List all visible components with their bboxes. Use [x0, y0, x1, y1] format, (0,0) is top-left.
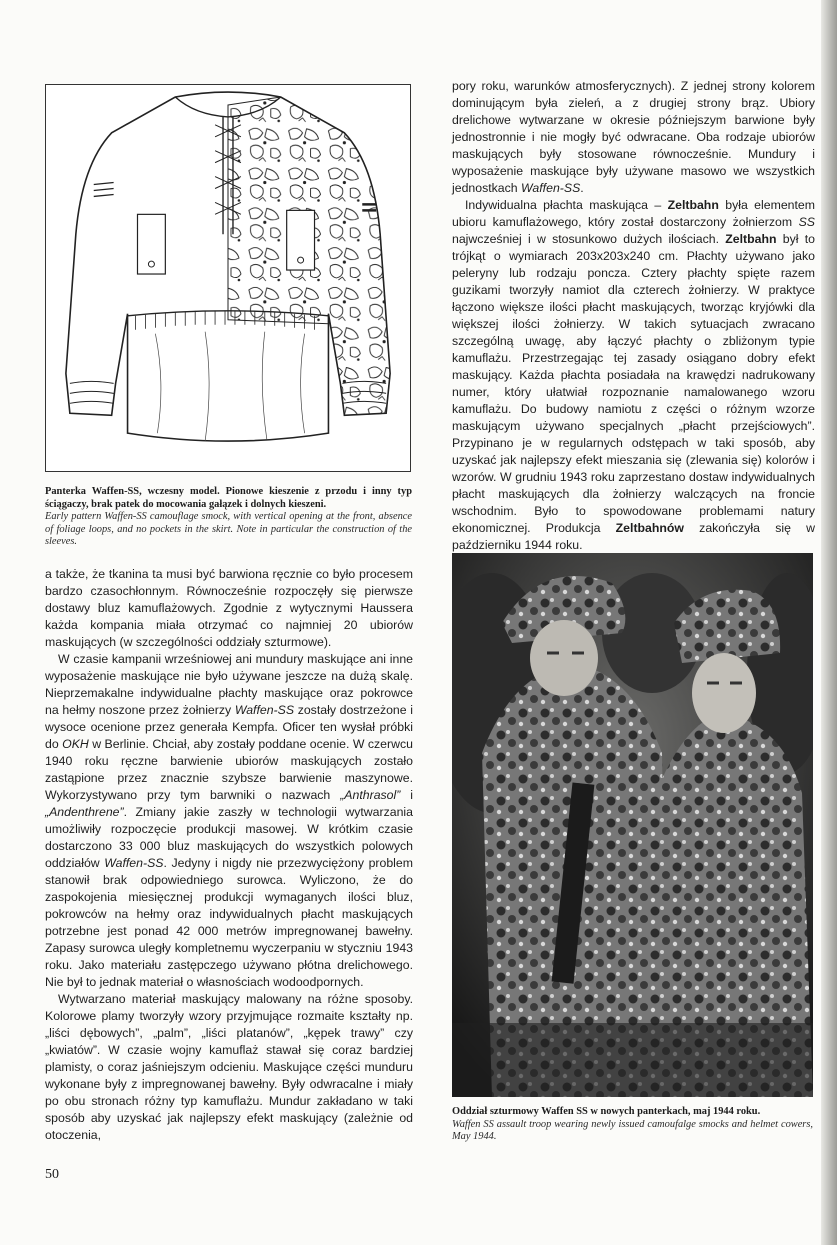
left-paragraph-3: Wytwarzano materiał maskujący malowany na różne sposoby. Kolorowe plamy tworzyły wzory przyjmujące rozmaite kształty np. „liści dębowych”, „palm”, „liści platanów”, „kępek trawy” czy „kwiatów”. W czasie wojny kamuflaż stawał się coraz bardziej plamisty, o coraz jaśniejszym odcieniu. Maskujące części munduru wykonane były z impregnowanej bawełny. Były odwracalne i miały po obu stronach różny typ kamuflażu. Mundur zakładano w taki sposób aby uzyskać jak najlepszy efekt maskujący (zależnie od otoczenia, [45, 992, 413, 1142]
drawing-caption [45, 486, 412, 549]
photo-caption [452, 1106, 813, 1144]
photo-image [452, 553, 813, 1097]
photo-caption-polish: Oddział szturmowy Waffen SS w nowych panterkach, maj 1944 roku. [452, 1106, 761, 1117]
drawing-caption-english: Early pattern Waffen-SS camouflage smock, with vertical opening at the front, absence of foliage loops, and no pockets in the skirt. Note in particular the construction of the sleeves. [45, 511, 412, 548]
left-paragraph-2: W czasie kampanii wrześniowej ani mundury maskujące ani inne wyposażenie maskujące nie było używane jeszcze na dużą skalę. Nieprzemakalne indywidualne płachty maskujące oraz pokrowce na hełmy noszone przez żołnierzy Waffen-SS zostały dostrzeżone i wysoce ocenione przez generała Kempfa. Oficer ten wysłał próbki do OKH w Berlinie. Chciał, aby zostały poddane ocenie. W czerwcu 1940 roku ręczne barwienie ubiorów maskujących zostało zastąpione przez znacznie szybsze barwienie maszynowe. Wykorzystywano przy tym barwniki o nazwach „Anthrasol” i „Andenthrene”. Zmiany jakie zaszły w technologii wytwarzania umożliwiły rozpoczęcie produkcji masowej. W krótkim czasie dostarczono 33 000 bluz maskujących do wszystkich polowych oddziałów Waffen-SS. Jedyny i nigdy nie przezwyciężony problem stanowił brak odpowiedniego surowca. Wyliczono, że do zaspokojenia miesięcznej produkcji wymaganych ilości bluz, pokrowców na hełmy oraz indywidualnych płacht maskujących potrzebne jest ponad 42 000 metrów impregnowanej bawełny. Zapasy surowca uległy kompletnemu wyczerpaniu w styczniu 1943 roku. Jako materiału zastępczego używano płótna drelichowego. Nie był to jednak materiał o własnościach wodoodpornych. [45, 652, 413, 989]
smock-drawing [45, 84, 411, 472]
photo-caption-english: Waffen SS assault troop wearing newly issued camoufalge smocks and helmet cowers, May 1944. [452, 1118, 813, 1143]
page-edge-shadow [821, 0, 837, 1245]
right-paragraph-2: Indywidualna płachta maskująca – Zeltbahn była elementem ubioru kamuflażowego, który został dostarczony żołnierzom SS najwcześniej i w stosunkowo dużych ilościach. Zeltbahn był to trójkąt o wymiarach 203x203x240 cm. Płachty używano jako peleryny lub rodzaju poncza. Cztery płachty spięte razem guzikami tworzyły namiot dla czterech żołnierzy. W praktyce łączono większe ilości płacht maskujących, tworząc kryjówki dla większej ilości żołnierzy. W takich sytuacjach zwracano szczególną uwagę, aby łączyć płachty o zbliżonym typie kamuflażu. Przestrzegając tej zasady osiągano dobry efekt maskujący. Każda płachta posiadała na krawędzi nadrukowany numer, który ułatwiał rozpoznanie namalowanego wzoru kamuflażu. Do budowy namiotu z części o różnym wzorze maskującym używano specjalnych „płacht przejściowych”. Przypinano je w regularnych odstępach w taki sposób, aby uzyskać jak najlepszy efekt mieszania się (zlewania się) kolorów i wzorów. W grudniu 1943 roku zaprzestano dostaw indywidualnych płacht maskujących dla żołnierzy walczących na froncie wschodnim. Było to spowodowane problemami natury ekonomicznej. Produkcja Zeltbahnów zakończyła się w październiku 1944 roku. [452, 198, 815, 552]
drawing-caption-polish: Panterka Waffen-SS, wczesny model. Pionowe kieszenie z przodu i inny typ ściągaczy, brak patek do mocowania gałązek i dolnych kieszeni. [45, 486, 412, 510]
smock-illustration [46, 85, 410, 471]
right-paragraph-1: pory roku, warunków atmosferycznych). Z jednej strony kolorem dominującym była zieleń, a z drugiej strony brąz. Ubiory drelichowe wytwarzane w okresie późniejszym barwione były jednostronnie i nie mogły być odwracane. Oba rodzaje ubiorów maskujących były stosowane równocześnie. Mundury i wyposażenie maskujące były używane masowo we wszystkich jednostkach Waffen-SS. [452, 79, 815, 195]
left-text-column [45, 566, 413, 1144]
left-paragraph-1: a także, że tkanina ta musi być barwiona ręcznie co było procesem bardzo czasochłonnym. Równocześnie rozpoczęły się pierwsze dostawy bluz kamuflażowych. Zgodnie z wytycznymi Haussera każda kompania miała otrzymać co najmniej 20 ubiorów maskujących (w szczególności oddziały szturmowe). [45, 567, 413, 649]
assault-troop-photo [452, 553, 813, 1097]
right-text-column [452, 78, 815, 554]
page-number: 50 [45, 1167, 59, 1182]
